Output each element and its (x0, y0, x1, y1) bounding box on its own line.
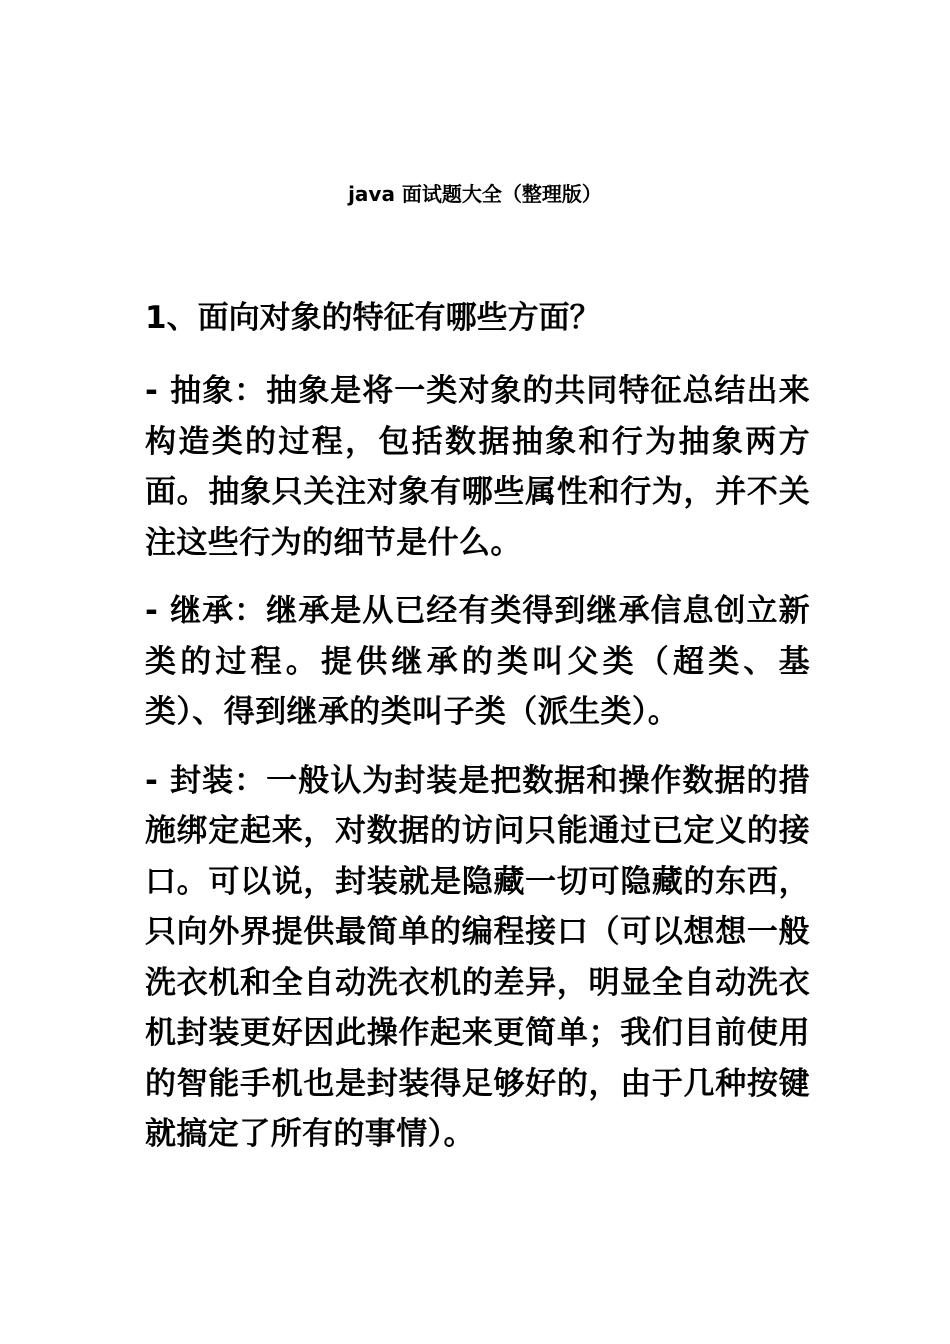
paragraph-inheritance: - 继承：继承是从已经有类得到继承信息创立新类的过程。提供继承的类叫父类（超类、基类）、得到继承的类叫子类（派生类）。 (145, 593, 810, 730)
document-title: java 面试题大全（整理版） (348, 182, 602, 206)
paragraph-encapsulation: - 封装：一般认为封装是把数据和操作数据的措施绑定起来，对数据的访问只能通过已定义的接口。可以说，封装就是隐藏一切可隐藏的东西，只向外界提供最简单的编程接口（可以想想一般洗衣机和全自动洗衣机的差异，明显全自动洗衣机封装更好因此操作起来更简单；我们目前使用的智能手机也是封装得足够好的，由于几种按键就搞定了所有的事情）。 (145, 762, 810, 1152)
document-body (145, 296, 810, 1178)
question-heading: 1、面向对象的特征有哪些方面？ (145, 300, 601, 336)
paragraph-abstraction: - 抽象：抽象是将一类对象的共同特征总结出来构造类的过程，包括数据抽象和行为抽象两方面。抽象只关注对象有哪些属性和行为，并不关注这些行为的细节是什么。 (145, 373, 810, 561)
